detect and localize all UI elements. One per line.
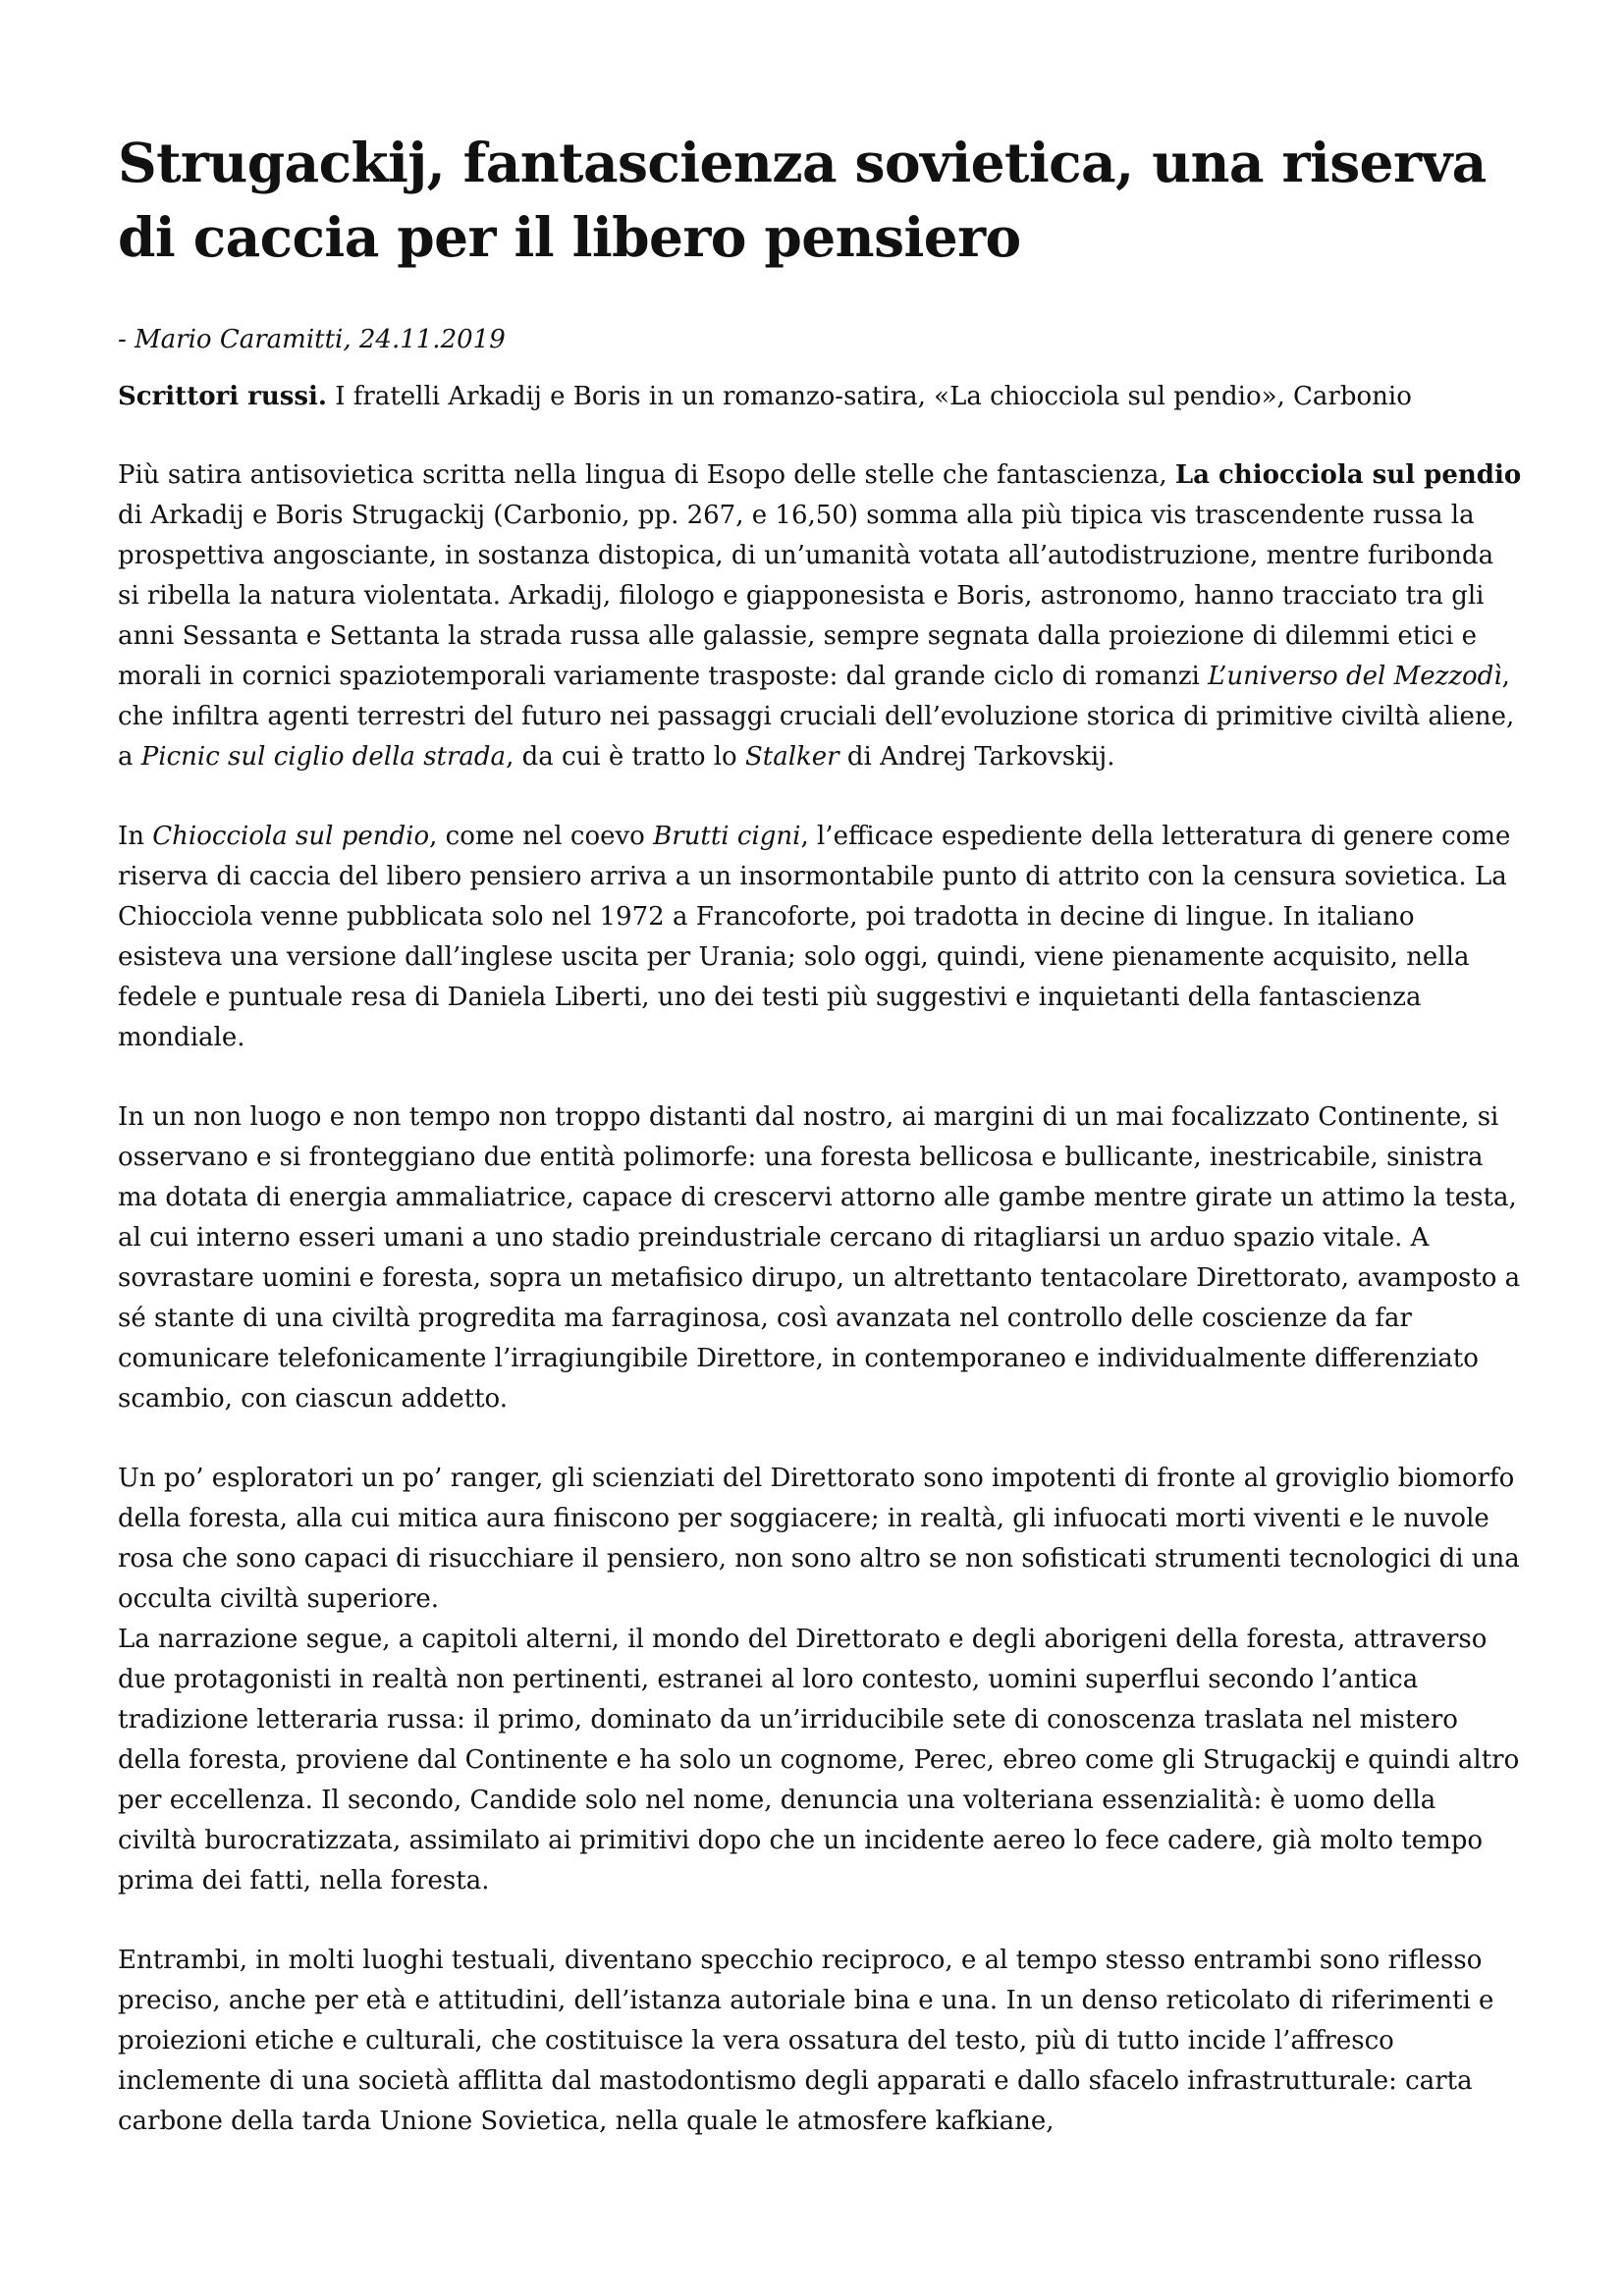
article-body (118, 455, 1522, 2142)
article (118, 126, 1522, 2142)
paragraph-1 (118, 455, 1522, 777)
p2-text-e: , l’efficace espediente della letteratura di genere come riserva di caccia del libero pensiero arriva a un insormontabile punto di attrito con la censura sovietica. La Chiocciola venne pubblicata solo nel 1972 a Francoforte, poi tradotta in decine di lingue. In italiano esisteva una versione dall’inglese uscita per Urania; solo oggi, quindi, viene pienamente acquisito, nella fedele e puntuale resa di Daniela Liberti, uno dei testi più suggestivi e inquietanti della fantascienza mondiale. (118, 822, 1511, 1052)
book-title-italic: Brutti cigni (653, 822, 801, 851)
paragraph-3: In un non luogo e non tempo non troppo distanti dal nostro, ai margini di un mai focalizzato Continente, si osservano e si fronteggiano due entità polimorfe: una foresta bellicosa e bullicante, inestricabile, sinistra ma dotata di energia ammaliatrice, capace di crescervi attorno alle gambe mentre girate un attimo la testa, al cui interno esseri umani a uno stadio preindustriale cercano di ritagliarsi un arduo spazio vitale. A sovrastare uomini e foresta, sopra un metafisico dirupo, un altrettanto tentacolare Direttorato, avamposto a sé stante di una civiltà progredita ma farraginosa, così avanzata nel controllo delle coscienze da far comunicare telefonicamente l’irragiungibile Direttore, in contemporaneo e individualmente differenziato scambio, con ciascun addetto. (118, 1102, 1521, 1414)
book-title-italic: Chiocciola sul pendio (152, 822, 430, 851)
lede-text: I fratelli Arkadij e Boris in un romanzo-satira, «La chiocciola sul pendio», Carbonio (326, 382, 1412, 411)
byline: - Mario Caramitti, 24.11.2019 (118, 325, 506, 354)
p2-text-a: In (118, 822, 153, 851)
lede (118, 377, 1522, 416)
book-title-italic: L’universo del Mezzodì (1208, 662, 1502, 691)
film-title-italic: Stalker (744, 742, 839, 772)
kicker: Scrittori russi. (118, 382, 327, 411)
p1-text-e: , che infiltra agenti terrestri del futuro nei passaggi cruciali dell’evoluzione storica di primitive civiltà aliene, a (118, 662, 1515, 772)
book-title-bold: La chiocciola sul pendio (1174, 460, 1522, 490)
paragraph-6: Entrambi, in molti luoghi testuali, diventano specchio reciproco, e al tempo stesso entrambi sono riflesso preciso, anche per età e attitudini, dell’istanza autoriale bina e una. In un denso reticolato di riferimenti e proiezioni etiche e culturali, che costituisce la vera ossatura del testo, più di tutto incide l’affresco inclemente di una società afflitta dal mastodontismo degli apparati e dallo sfacelo infrastrutturale: carta carbone della tarda Unione Sovietica, nella quale le atmosfere kafkiane, (118, 1946, 1494, 2136)
p1-text-a: Più satira antisovietica scritta nella lingua di Esopo delle stelle che fantascienza, (118, 460, 1175, 490)
p1-text-g: , da cui è tratto lo (506, 742, 745, 772)
p1-text-i: di Andrej Tarkovskij. (839, 742, 1115, 772)
paragraph-4: Un po’ esploratori un po’ ranger, gli scienziati del Direttorato sono impotenti di fronte al groviglio biomorfo della foresta, alla cui mitica aura finiscono per soggiacere; in realtà, gli infuocati morti viventi e le nuvole rosa che sono capaci di risucchiare il pensiero, non sono altro se non sofisticati strumenti tecnologici di una occulta civiltà superiore. (118, 1464, 1520, 1614)
book-title-italic: Picnic sul ciglio della strada (140, 742, 507, 772)
paragraph-5: La narrazione segue, a capitoli alterni, il mondo del Direttorato e degli aborigeni della foresta, attraverso due protagonisti in realtà non pertinenti, estranei al loro contesto, uomini superflui secondo l’antica tradizione letteraria russa: il primo, dominato da un’irriducibile sete di conoscenza traslata nel mistero della foresta, proviene dal Continente e ha solo un cognome, Perec, ebreo come gli Strugackij e quindi altro per eccellenza. Il secondo, Candide solo nel nome, denuncia una volteriana essenzialità: è uomo della civiltà burocratizzata, assimilato ai primitivi dopo che un incidente aereo lo fece cadere, già molto tempo prima dei fatti, nella foresta. (118, 1625, 1520, 1896)
paragraph-2 (118, 817, 1522, 1058)
p1-text-c: di Arkadij e Boris Strugackij (Carbonio, pp. 267, e 16,50) somma alla più tipica vis trascendente russa la prospettiva angosciante, in sostanza distopica, di un’umanità votata all’autodistruzione, mentre furibonda si ribella la natura violentata. Arkadij, filologo e giapponesista e Boris, astronomo, hanno tracciato tra gli anni Sessanta e Settanta la strada russa alle galassie, sempre segnata dalla proiezione di dilemmi etici e morali in cornici spaziotemporali variamente trasposte: dal grande ciclo di romanzi (118, 501, 1494, 691)
p2-text-c: , come nel coevo (429, 822, 654, 851)
article-title: Strugackij, fantascienza sovietica, una riserva di caccia per il libero pensiero (118, 131, 1487, 269)
